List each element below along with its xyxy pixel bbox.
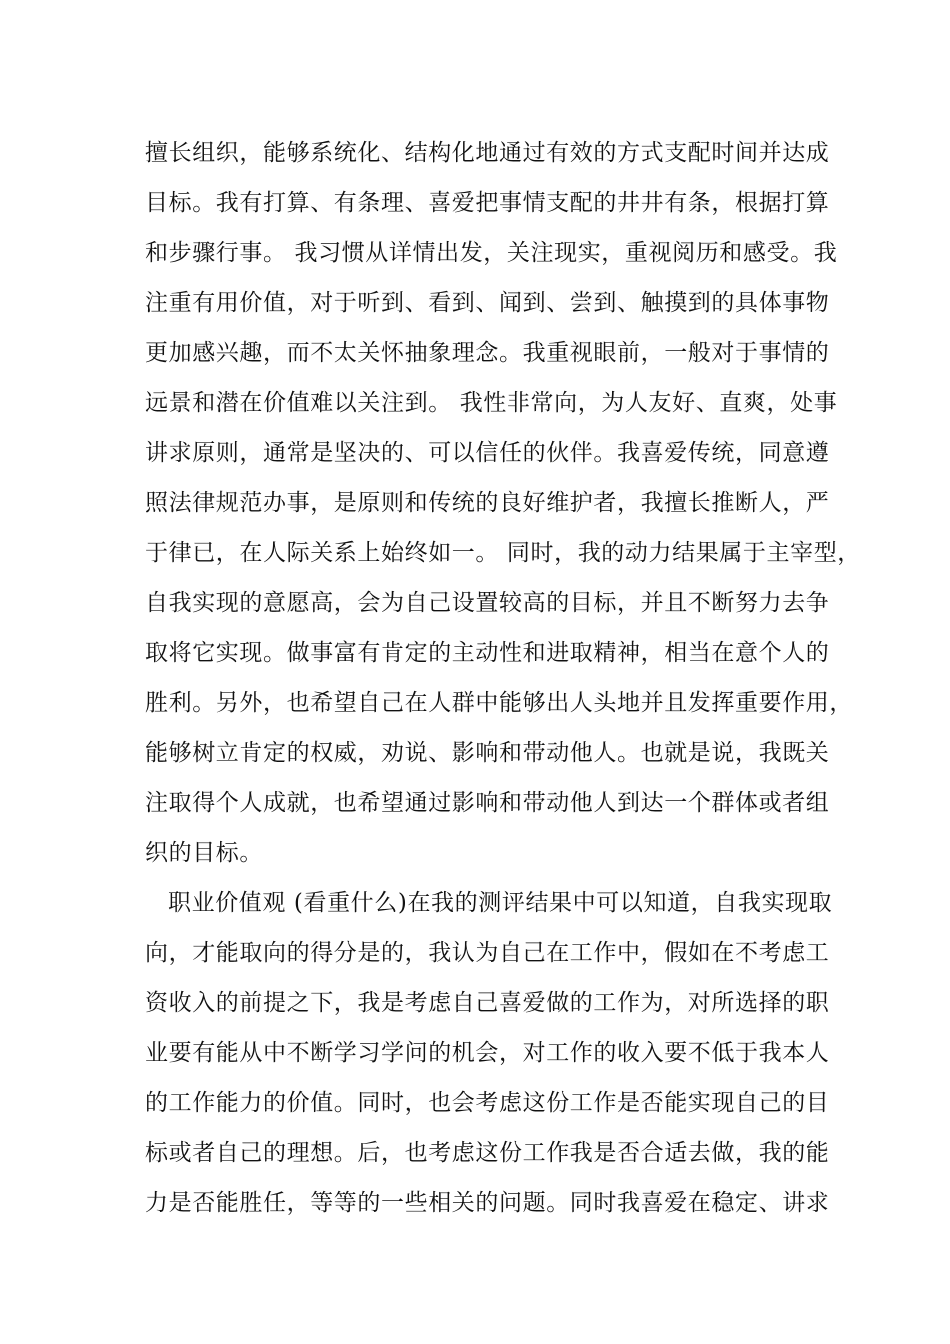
text-line: 和步骤行事。 我习惯从详情出发，关注现实，重视阅历和感受。我 <box>145 240 838 266</box>
text-line: 的工作能力的价值。同时，也会考虑这份工作是否能实现自己的目 <box>145 1090 830 1116</box>
text-line: 向，才能取向的得分是的，我认为自己在工作中，假如在不考虑工 <box>145 940 830 966</box>
body-text <box>145 128 861 1228</box>
text-line: 讲求原则，通常是坚决的、可以信任的伙伴。我喜爱传统，同意遵 <box>145 440 830 466</box>
text-line: 标或者自己的理想。后，也考虑这份工作我是否合适去做，我的能 <box>145 1140 830 1166</box>
text-line: 注取得个人成就，也希望通过影响和带动他人到达一个群体或者组 <box>145 790 830 816</box>
text-line: 目标。我有打算、有条理、喜爱把事情支配的井井有条，根据打算 <box>145 190 830 216</box>
text-line: 织的目标。 <box>145 840 263 866</box>
paragraph-start-line: 职业价值观 (看重什么)在我的测评结果中可以知道，自我实现取 <box>168 890 833 916</box>
text-line: 业要有能从中不断学习学问的机会，对工作的收入要不低于我本人 <box>145 1040 830 1066</box>
text-line: 注重有用价值，对于听到、看到、闻到、尝到、触摸到的具体事物 <box>145 290 830 316</box>
text-line: 擅长组织，能够系统化、结构化地通过有效的方式支配时间并达成 <box>145 140 830 166</box>
text-line: 力是否能胜任，等等的一些相关的问题。同时我喜爱在稳定、讲求 <box>145 1190 830 1216</box>
text-line: 资收入的前提之下，我是考虑自己喜爱做的工作为，对所选择的职 <box>145 990 830 1016</box>
text-line: 照法律规范办事，是原则和传统的良好维护者，我擅长推断人，严 <box>145 490 830 516</box>
text-line: 更加感兴趣，而不太关怀抽象理念。我重视眼前，一般对于事情的 <box>145 340 830 366</box>
text-line: 自我实现的意愿高，会为自己设置较高的目标，并且不断努力去争 <box>145 590 830 616</box>
text-line: 取将它实现。做事富有肯定的主动性和进取精神，相当在意个人的 <box>145 640 830 666</box>
text-line: 胜利。另外，也希望自己在人群中能够出人头地并且发挥重要作用， <box>145 690 853 716</box>
text-line: 远景和潜在价值难以关注到。 我性非常向，为人友好、直爽，处事 <box>145 390 838 416</box>
text-line: 于律已，在人际关系上始终如一。 同时，我的动力结果属于主宰型， <box>145 540 861 566</box>
text-line: 能够树立肯定的权威，劝说、影响和带动他人。也就是说，我既关 <box>145 740 830 766</box>
